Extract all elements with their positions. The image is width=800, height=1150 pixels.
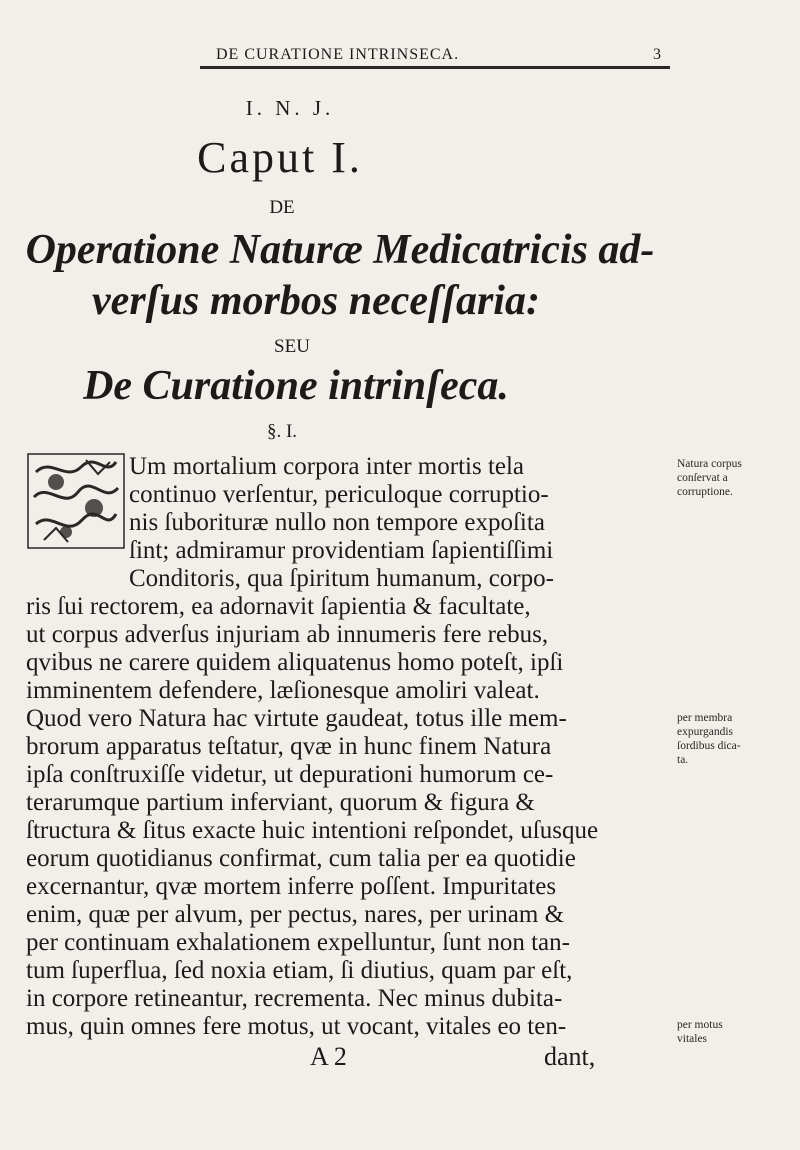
- chapter-heading: Caput I.: [197, 133, 363, 182]
- marginal-note-line: per motus: [677, 1019, 723, 1031]
- body-line: eorum quotidianus confirmat, cum talia per ea quotidie: [26, 845, 576, 872]
- page-number: 3: [653, 46, 662, 63]
- chapter-title-line-3: De Curatione intrinſeca.: [83, 363, 509, 409]
- body-line: continuo verſentur, periculoque corruptio-: [129, 481, 549, 508]
- invocation-initials: I. N. J.: [245, 96, 335, 120]
- marginal-note-line: corruptione.: [677, 486, 733, 498]
- body-line: in corpore retineantur, recrementa. Nec minus dubita-: [26, 985, 563, 1012]
- heading-seu: SEU: [274, 336, 310, 357]
- body-line: qvibus ne carere quidem aliquatenus homo poteſt, ipſi: [26, 649, 564, 676]
- catchword: dant,: [544, 1042, 596, 1071]
- body-line: Quod vero Natura hac virtute gaudeat, totus ille mem-: [26, 705, 567, 732]
- marginal-note-line: Natura corpus: [677, 458, 742, 470]
- marginal-note-line: conſervat a: [677, 472, 728, 484]
- marginal-note-line: vitales: [677, 1033, 708, 1045]
- body-line: brorum apparatus teſtatur, qvæ in hunc finem Natura: [26, 733, 552, 760]
- body-line: tum ſuperflua, ſed noxia etiam, ſi diutius, quam par eſt,: [26, 957, 573, 984]
- signature-mark: A 2: [310, 1042, 347, 1071]
- running-head-title: DE CURATIONE INTRINSECA.: [216, 46, 460, 63]
- ornamental-initial-icon: [26, 452, 126, 550]
- body-line: nis ſuborituræ nullo non tempore expoſita: [129, 509, 545, 536]
- body-line: ris ſui rectorem, ea adornavit ſapientia & facultate,: [26, 593, 531, 620]
- marginal-note: [677, 711, 797, 767]
- chapter-title-line-1: Operatione Naturæ Medicatricis ad-: [25, 227, 655, 273]
- body-line: ſint; admiramur providentiam ſapientiſſimi: [129, 537, 554, 564]
- marginal-note: [677, 457, 797, 499]
- body-line: imminentem defendere, læſionesque amoliri valeat.: [26, 677, 540, 704]
- marginal-note: [677, 1018, 797, 1046]
- body-line: enim, quæ per alvum, per pectus, nares, per urinam &: [26, 901, 565, 928]
- body-line: ipſa conſtruxiſſe videtur, ut depurationi humorum ce-: [26, 761, 554, 788]
- body-line: Um mortalium corpora inter mortis tela: [129, 453, 525, 480]
- marginal-note-line: expurgandis: [677, 726, 734, 738]
- heading-de: DE: [269, 197, 295, 218]
- section-marker: §. I.: [266, 421, 298, 442]
- chapter-title-line-2: verſus morbos neceſſaria:: [92, 278, 540, 324]
- body-line: Conditoris, qua ſpiritum humanum, corpo-: [129, 565, 554, 592]
- running-head: [200, 46, 670, 69]
- body-line: ut corpus adverſus injuriam ab innumeris fere rebus,: [26, 621, 549, 648]
- body-line: per continuam exhalationem expelluntur, ſunt non tan-: [26, 929, 570, 956]
- marginal-note-line: ſordibus dica-: [677, 740, 741, 752]
- body-line: terarumque partium inferviant, quorum & figura &: [26, 789, 535, 816]
- body-line: ſtructura & ſitus exacte huic intentioni reſpondet, uſusque: [26, 817, 599, 844]
- marginal-note-line: per membra: [677, 712, 733, 724]
- body-line: mus, quin omnes fere motus, ut vocant, vitales eo ten-: [26, 1013, 567, 1040]
- body-line: excernantur, qvæ mortem inferre poſſent. Impuritates: [26, 873, 557, 900]
- marginal-note-line: ta.: [677, 754, 689, 766]
